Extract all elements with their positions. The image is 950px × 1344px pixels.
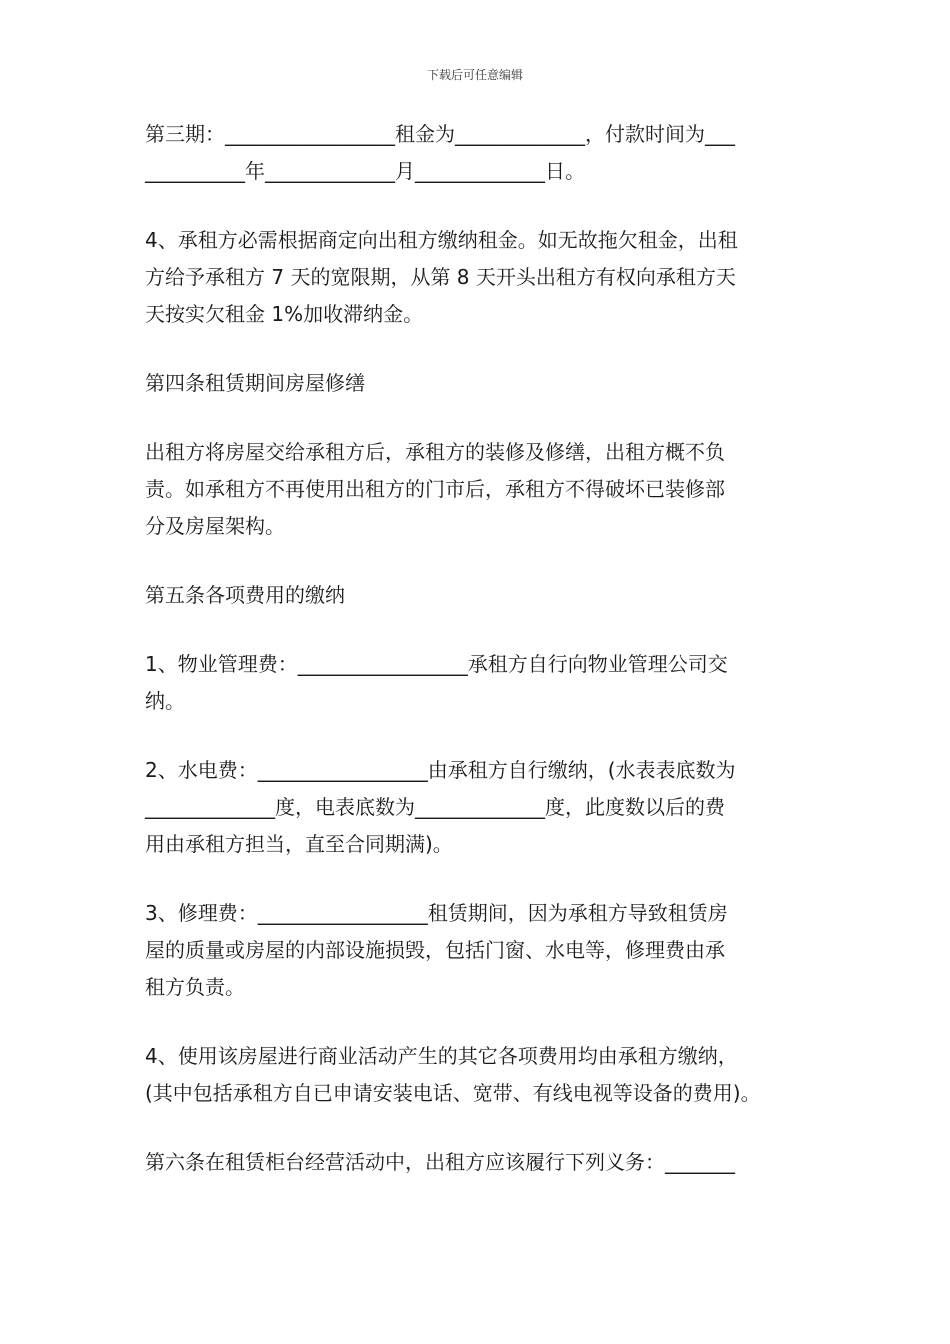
text-line: 1、物业管理费：_________________承租方自行向物业管理公司交 [145,652,728,676]
text-line: 租方负责。 [145,975,245,999]
text-line: 4、使用该房屋进行商业活动产生的其它各项费用均由承租方缴纳， [145,1044,738,1068]
page-header: 下载后可任意编辑 [426,68,523,82]
paragraph-repairs [145,434,820,545]
paragraph-payment-period-3 [145,116,820,190]
text-line: __________年_____________月_____________日。 [145,159,585,183]
paragraph-repair-fee [145,895,820,1006]
text-line: 出租方将房屋交给承租方后，承租方的装修及修缮，出租方概不负 [145,440,725,464]
paragraph-property-fee [145,646,820,720]
text-line: 4、承租方必需根据商定向出租方缴纳租金。如无故拖欠租金，出租 [145,228,738,252]
text-line: 天按实欠租金 1%加收滞纳金。 [145,302,424,326]
paragraph-other-fees [145,1038,820,1112]
text-line: 屋的质量或房屋的内部设施损毁，包括门窗、水电等，修理费由承 [145,938,725,962]
text-line: 纳。 [145,689,185,713]
heading-article-4 [145,365,820,402]
paragraph-utility-fee [145,752,820,863]
text-line: 第五条各项费用的缴纳 [145,583,345,607]
text-line: 方给予承租方 7 天的宽限期，从第 8 天开头出租方有权向承租方天 [145,265,736,289]
text-line: 用由承租方担当，直至合同期满)。 [145,832,453,856]
text-line: 3、修理费：_________________租赁期间，因为承租方导致租赁房 [145,901,728,925]
text-line: 第三期：_________________租金为_____________，付款时间为___ [145,122,735,146]
document-body [145,116,820,1213]
text-line: 责。如承租方不再使用出租方的门市后，承租方不得破坏已装修部 [145,477,725,501]
text-line: 第六条在租赁柜台经营活动中，出租方应该履行下列义务：_______ [145,1150,735,1174]
paragraph-late-payment [145,222,820,333]
text-line: 2、水电费：_________________由承租方自行缴纳，(水表表底数为 [145,758,736,782]
heading-article-5 [145,577,820,614]
text-line: 分及房屋架构。 [145,514,285,538]
text-line: (其中包括承租方自已申请安装电话、宽带、有线电视等设备的费用)。 [145,1081,761,1105]
text-line: 第四条租赁期间房屋修缮 [145,371,365,395]
heading-article-6 [145,1144,820,1181]
text-line: _____________度，电表底数为_____________度，此度数以后的费 [145,795,725,819]
